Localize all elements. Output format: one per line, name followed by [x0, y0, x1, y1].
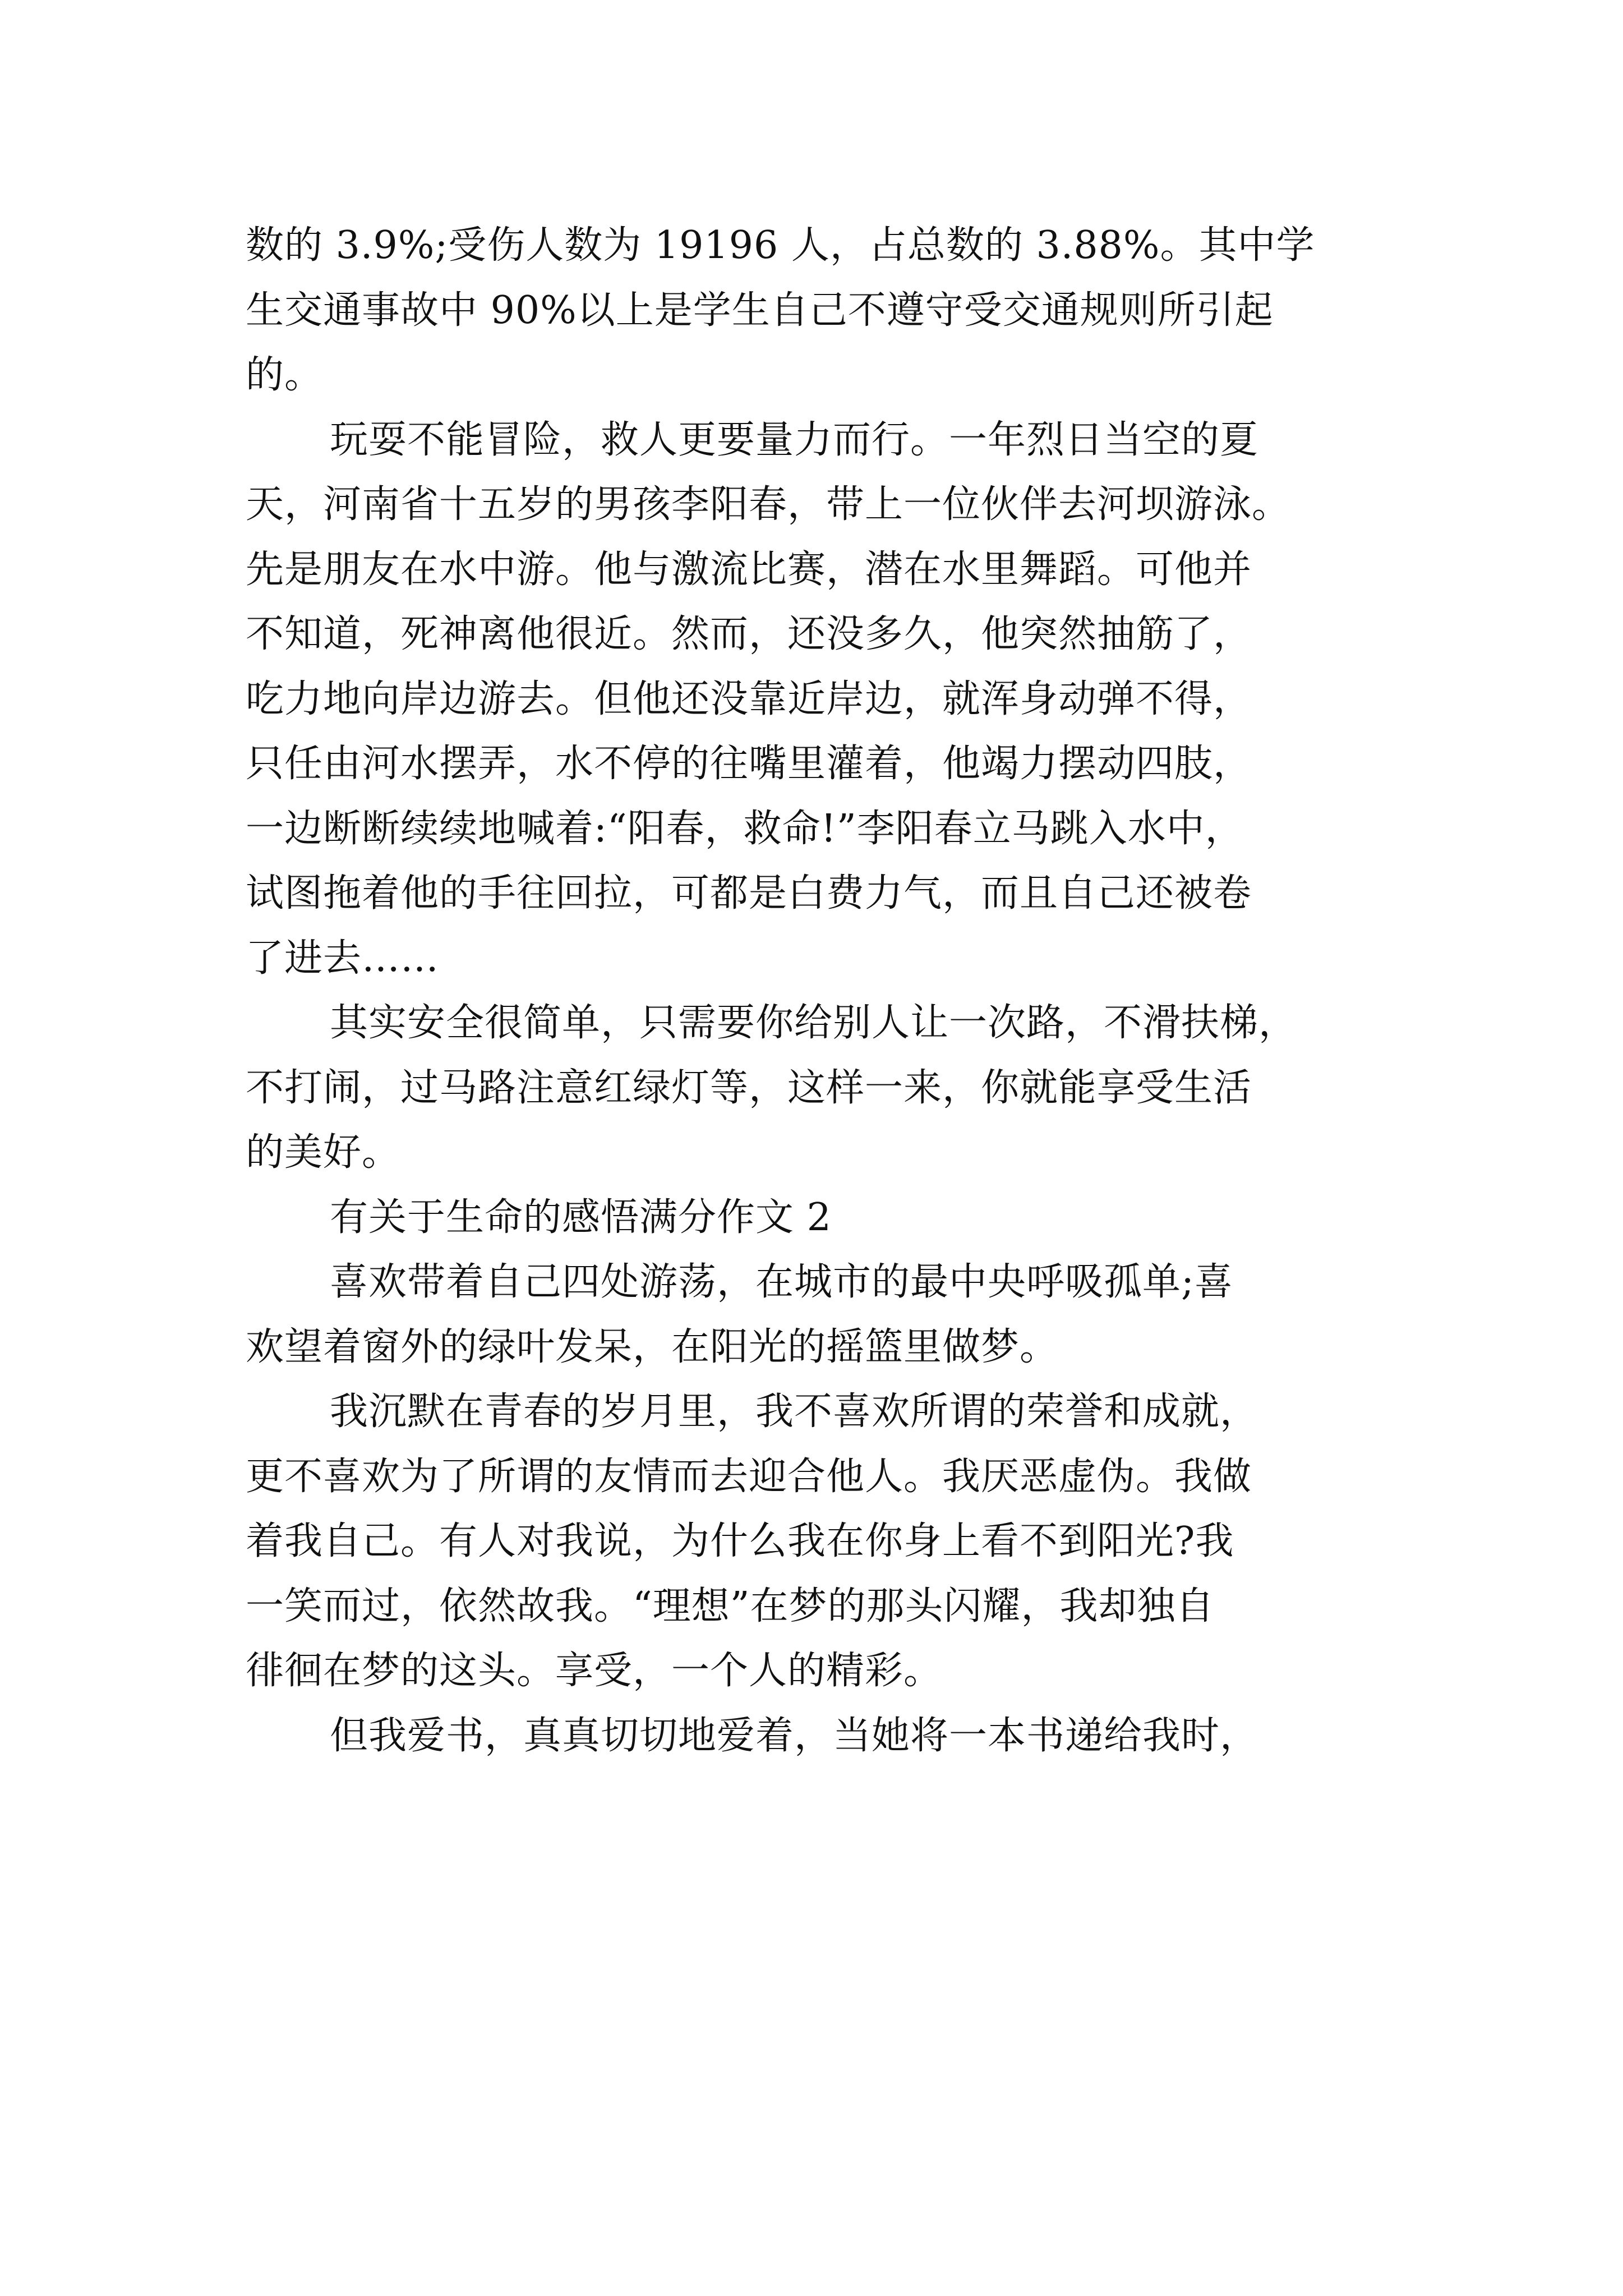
text-line: 一边断断续续地喊着:“阳春，救命!”李阳春立马跳入水中，	[246, 806, 1244, 851]
text-line: 不打闹，过马路注意红绿灯等，这样一来，你就能享受生活	[246, 1065, 1252, 1110]
paragraph	[246, 991, 1390, 1185]
paragraph	[246, 408, 1390, 991]
paragraph	[246, 213, 1390, 408]
text-line: 徘徊在梦的这头。享受，一个人的精彩。	[246, 1649, 943, 1693]
paragraph	[246, 1379, 1390, 1704]
text-line: 天，河南省十五岁的男孩李阳春，带上一位伙伴去河坝游泳。	[246, 482, 1291, 527]
text-line: 不知道，死神离他很近。然而，还没多久，他突然抽筋了，	[246, 612, 1252, 656]
paragraph	[246, 1704, 1390, 1769]
text-line: 我沉默在青春的岁月里，我不喜欢所谓的荣誉和成就，	[330, 1389, 1259, 1434]
document-body	[246, 213, 1390, 1768]
section-heading	[246, 1185, 1390, 1250]
text-line: 着我自己。有人对我说，为什么我在你身上看不到阳光?我	[246, 1519, 1234, 1563]
text-line: 吃力地向岸边游去。但他还没靠近岸边，就浑身动弹不得，	[246, 677, 1252, 721]
text-line: 数的 3.9%;受伤人数为 19196 人，占总数的 3.88%。其中学	[246, 223, 1315, 268]
text-line: 玩耍不能冒险，救人更要量力而行。一年烈日当空的夏	[330, 417, 1259, 462]
text-line: 但我爱书，真真切切地爱着，当她将一本书递给我时，	[330, 1713, 1259, 1758]
paragraph	[246, 1250, 1390, 1379]
text-line: 一笑而过，依然故我。“理想”在梦的那头闪耀，我却独自	[246, 1584, 1215, 1628]
text-line: 了进去……	[246, 936, 440, 981]
text-line: 的美好。	[246, 1130, 401, 1175]
text-line: 其实安全很简单，只需要你给别人让一次路，不滑扶梯，	[330, 1001, 1298, 1045]
text-line: 的。	[246, 353, 324, 397]
text-line: 更不喜欢为了所谓的友情而去迎合他人。我厌恶虚伪。我做	[246, 1454, 1252, 1499]
text-line: 生交通事故中 90%以上是学生自己不遵守受交通规则所引起	[246, 288, 1274, 333]
text-line: 喜欢带着自己四处游荡，在城市的最中央呼吸孤单;喜	[330, 1260, 1233, 1304]
text-line: 欢望着窗外的绿叶发呆，在阳光的摇篮里做梦。	[246, 1324, 1059, 1369]
heading-text: 有关于生命的感悟满分作文 2	[330, 1195, 832, 1240]
text-line: 只任由河水摆弄，水不停的往嘴里灌着，他竭力摆动四肢，	[246, 742, 1252, 786]
text-line: 试图拖着他的手往回拉，可都是白费力气，而且自己还被卷	[246, 871, 1252, 915]
text-line: 先是朋友在水中游。他与激流比赛，潜在水里舞蹈。可他并	[246, 547, 1252, 592]
